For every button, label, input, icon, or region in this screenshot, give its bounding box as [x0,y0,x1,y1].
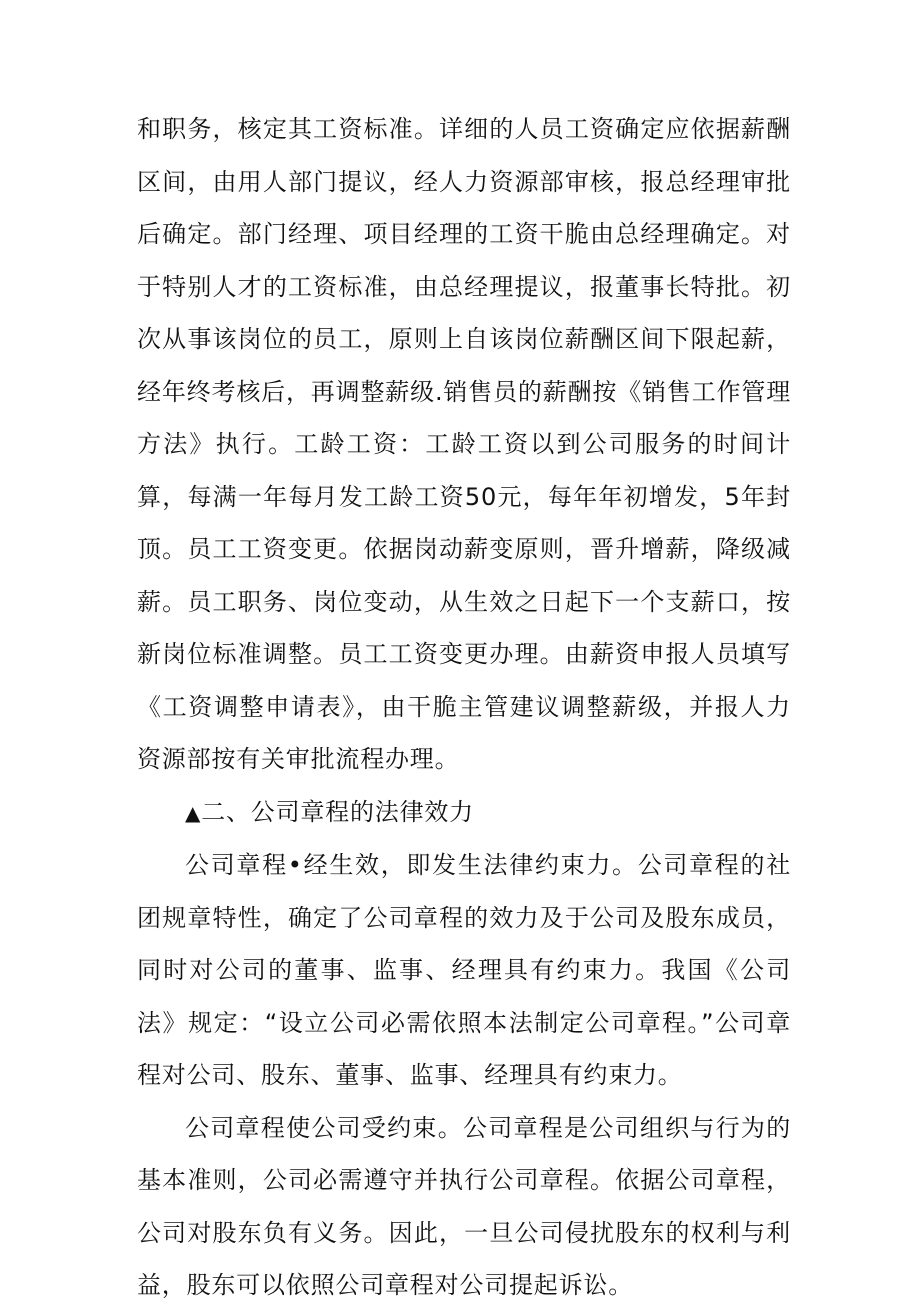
paragraph-3: 公司章程使公司受约束。公司章程是公司组织与行为的基本准则，公司必需遵守并执行公司章程。依据公司章程，公司对股东负有义务。因此，一旦公司侵扰股东的权利与利益，股东可以依照公司章程对公司提起诉讼。 [137,1113,791,1299]
paragraph-1: 和职务，核定其工资标准。详细的人员工资确定应依据薪酬区间，由用人部门提议，经人力资源部审核，报总经理审批后确定。部门经理、项目经理的工资干脆由总经理确定。对于特别人才的工资标准，由总经理提议，报董事长特批。初次从事该岗位的员工，原则上自该岗位薪酬区间下限起薪，经年终考核后，再调整薪级.销售员的薪酬按《销售工作管理方法》执行。工龄工资：工龄工资以到公司服务的时间计算，每满一年每月发工龄工资50元，每年年初增发，5年封顶。员工工资变更。依据岗动薪变原则，晋升增薪，降级减薪。员工职务、岗位变动，从生效之日起下一个支薪口，按新岗位标准调整。员工工资变更办理。由薪资申报人员填写《工资调整申请表》，由干脆主管建议调整薪级，并报人力资源部按有关审批流程办理。 [137,115,791,773]
paragraph-2: 公司章程•经生效，即发生法律约束力。公司章程的社团规章特性，确定了公司章程的效力及于公司及股东成员，同时对公司的董事、监事、经理具有约束力。我国《公司法》规定：“设立公司必需依照本法制定公司章程。”公司章程对公司、股东、董事、监事、经理具有约束力。 [137,851,791,1089]
section-heading-text: 二、公司章程的法律效力 [201,797,474,826]
document-body [137,103,791,1312]
triangle-icon: ▲ [185,800,202,825]
section-heading [137,786,791,840]
